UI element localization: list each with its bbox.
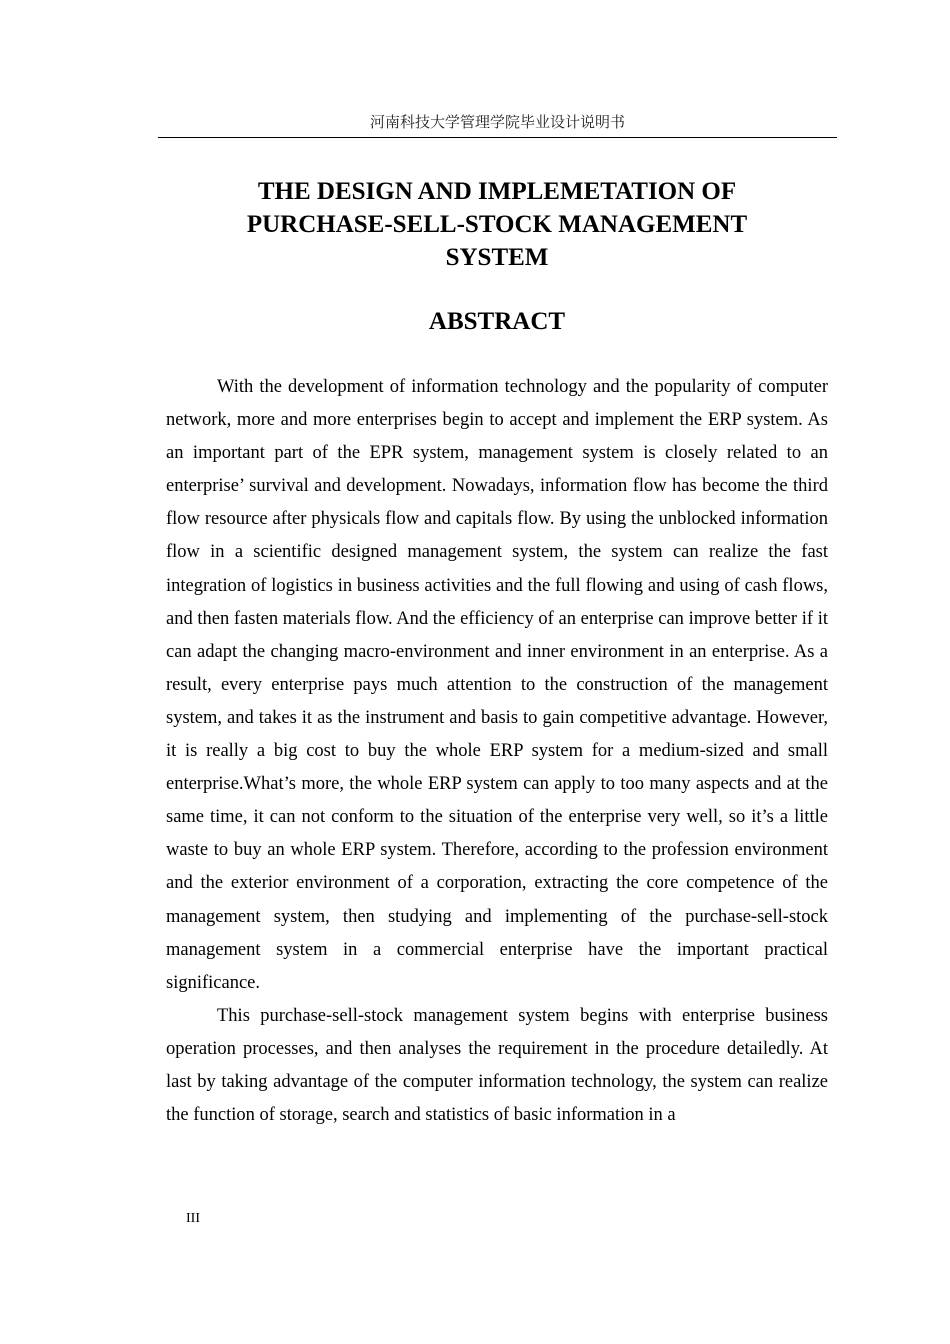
header-rule [158, 137, 837, 138]
abstract-body [166, 371, 828, 1132]
page-number: III [186, 1211, 200, 1226]
abstract-paragraph-2: This purchase-sell-stock management system begins with enterprise business operation processes, and then analyses the requirement in the procedure detailedly. At last by taking advantage of the computer information technology, the system can realize the function of storage, search and statistics of basic information in a [166, 1005, 828, 1126]
title-line-1: THE DESIGN AND IMPLEMETATION OF [257, 178, 737, 205]
document-title [166, 175, 828, 274]
running-header: 河南科技大学管理学院毕业设计说明书 [369, 113, 625, 131]
title-line-2: PURCHASE-SELL-STOCK MANAGEMENT [246, 211, 748, 238]
abstract-paragraph-1: With the development of information technology and the popularity of computer network, more and more enterprises begin to accept and implement the ERP system. As an important part of the EPR system, management system is closely related to an enterprise’ survival and development. Nowadays, information flow has become the third flow resource after physicals flow and capitals flow. By using the unblocked information flow in a scientific designed management system, the system can realize the fast integration of logistics in business activities and the full flowing and using of cash flows, and then fasten materials flow. And the efficiency of an enterprise can improve better if it can adapt the changing macro-environment and inner environment in an enterprise. As a result, every enterprise pays much attention to the construction of the management system, and takes it as the instrument and basis to gain competitive advantage. However, it is really a big cost to buy the whole ERP system for a medium-sized and small enterprise.What’s more, the whole ERP system can apply to too many aspects and at the same time, it can not conform to the situation of the enterprise very well, so it’s a little waste to buy an whole ERP system. Therefore, according to the profession environment and the exterior environment of a corporation, extracting the core competence of the management system, then studying and implementing of the purchase-sell-stock management system in a commercial enterprise have the important practical significance. [166, 377, 828, 993]
title-line-3: SYSTEM [445, 244, 549, 271]
abstract-heading: ABSTRACT [428, 308, 566, 335]
